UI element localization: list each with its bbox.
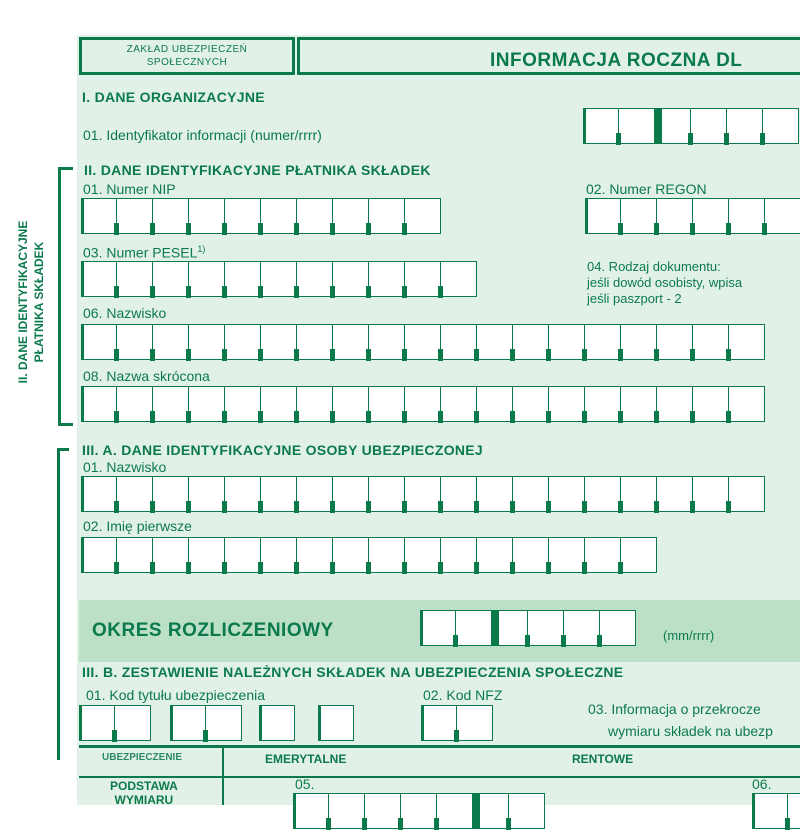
input-cell[interactable] — [457, 705, 493, 741]
input-cell[interactable] — [621, 537, 657, 573]
input-cell[interactable] — [189, 198, 225, 234]
input-cell[interactable] — [318, 705, 354, 741]
section-3-bracket-top — [57, 448, 69, 451]
input-cell[interactable] — [333, 261, 369, 297]
issuer-name-line2: SPOŁECZNYCH — [146, 57, 228, 68]
input-cell[interactable] — [477, 476, 513, 512]
insurance-code-boxes-4[interactable] — [318, 705, 354, 741]
input-cell[interactable] — [225, 324, 261, 360]
input-cell[interactable] — [117, 386, 153, 422]
section-2-side-label — [15, 182, 49, 422]
info-id-boxes[interactable] — [583, 108, 799, 144]
settlement-period-title: OKRES ROZLICZENIOWY — [92, 620, 334, 641]
input-cell[interactable] — [765, 198, 800, 234]
nfz-code-label: 02. Kod NFZ — [423, 687, 503, 703]
input-cell[interactable] — [405, 537, 441, 573]
nfz-code-boxes[interactable] — [421, 705, 493, 741]
input-cell[interactable] — [729, 324, 765, 360]
input-cell[interactable] — [585, 386, 621, 422]
input-cell[interactable] — [763, 108, 799, 144]
input-cell[interactable] — [752, 793, 788, 829]
input-cell[interactable] — [329, 793, 365, 829]
input-cell[interactable] — [441, 324, 477, 360]
issuer-name-line1: ZAKŁAD UBEZPIECZEŃ — [126, 44, 248, 55]
input-cell[interactable] — [441, 386, 477, 422]
input-cell[interactable] — [293, 793, 329, 829]
side-label-line1: II. DANE IDENTYFIKACYJNE — [16, 220, 30, 384]
document-type-label — [587, 259, 742, 307]
section-3b-title: III. B. ZESTAWIENIE NALEŻNYCH SKŁADEK NA UBEZPIECZENIA SPOŁECZNE — [82, 664, 624, 680]
input-cell[interactable] — [657, 198, 693, 234]
pesel-label — [83, 244, 205, 261]
surname-boxes[interactable] — [81, 324, 765, 360]
input-cell[interactable] — [729, 476, 765, 512]
input-cell[interactable] — [657, 386, 693, 422]
input-cell[interactable] — [153, 198, 189, 234]
contribution-limit-line2: wymiaru składek na ubezp — [608, 723, 773, 739]
table-header-pension: EMERYTALNE — [265, 752, 347, 766]
insurance-code-boxes-2[interactable] — [170, 705, 242, 741]
input-cell[interactable] — [509, 793, 545, 829]
nip-boxes[interactable] — [81, 198, 441, 234]
input-cell[interactable] — [117, 198, 153, 234]
row-basis-line1: PODSTAWA — [110, 779, 178, 793]
input-cell[interactable] — [117, 537, 153, 573]
input-cell[interactable] — [369, 261, 405, 297]
side-label-line2: PŁATNIKA SKŁADEK — [32, 241, 46, 363]
form-title-box — [297, 37, 800, 75]
insurance-code-boxes-1[interactable] — [79, 705, 151, 741]
settlement-period-format: (mm/rrrr) — [663, 628, 715, 643]
input-cell[interactable] — [477, 537, 513, 573]
input-cell[interactable] — [583, 108, 619, 144]
nip-label: 01. Numer NIP — [83, 181, 176, 197]
input-cell[interactable] — [585, 324, 621, 360]
input-cell[interactable] — [117, 261, 153, 297]
input-cell[interactable] — [600, 610, 636, 646]
input-cell[interactable] — [621, 476, 657, 512]
input-cell[interactable] — [81, 261, 117, 297]
input-cell[interactable] — [621, 198, 657, 234]
surname-label: 06. Nazwisko — [83, 305, 167, 321]
input-cell[interactable] — [259, 705, 295, 741]
document-type-line1: 04. Rodzaj dokumentu: — [587, 259, 721, 274]
document-type-line3: jeśli paszport - 2 — [587, 291, 682, 306]
input-cell[interactable] — [79, 705, 115, 741]
input-cell[interactable] — [189, 324, 225, 360]
basis-disability-boxes[interactable] — [752, 793, 800, 829]
input-cell[interactable] — [189, 386, 225, 422]
section-2-bracket — [58, 167, 73, 426]
input-cell[interactable] — [693, 476, 729, 512]
input-cell[interactable] — [369, 198, 405, 234]
input-cell[interactable] — [153, 386, 189, 422]
input-cell[interactable] — [693, 198, 729, 234]
input-cell[interactable] — [81, 324, 117, 360]
input-cell[interactable] — [788, 793, 800, 829]
input-cell[interactable] — [297, 537, 333, 573]
input-cell[interactable] — [115, 705, 151, 741]
insured-firstname-label: 02. Imię pierwsze — [83, 518, 192, 534]
field-05-label: 05. — [295, 776, 315, 792]
regon-boxes[interactable] — [585, 198, 800, 234]
input-cell[interactable] — [81, 386, 117, 422]
input-cell[interactable] — [477, 386, 513, 422]
input-cell[interactable] — [206, 705, 242, 741]
input-cell[interactable] — [513, 476, 549, 512]
input-cell[interactable] — [297, 198, 333, 234]
input-cell[interactable] — [549, 324, 585, 360]
input-cell[interactable] — [441, 476, 477, 512]
input-cell[interactable] — [81, 537, 117, 573]
input-cell[interactable] — [153, 537, 189, 573]
input-cell[interactable] — [401, 793, 437, 829]
input-cell[interactable] — [513, 324, 549, 360]
input-cell[interactable] — [528, 610, 564, 646]
pesel-footnote-mark: 1) — [197, 244, 206, 254]
section-1-title: I. DANE ORGANIZACYJNE — [82, 89, 265, 105]
input-cell[interactable] — [585, 537, 621, 573]
input-cell[interactable] — [333, 386, 369, 422]
input-cell[interactable] — [297, 386, 333, 422]
input-cell[interactable] — [405, 476, 441, 512]
input-cell[interactable] — [549, 476, 585, 512]
table-header-insurance: UBEZPIECZENIE — [102, 752, 183, 763]
insured-surname-boxes[interactable] — [81, 476, 765, 512]
input-cell[interactable] — [693, 386, 729, 422]
input-cell[interactable] — [225, 386, 261, 422]
input-cell[interactable] — [297, 324, 333, 360]
input-cell[interactable] — [81, 476, 117, 512]
input-cell[interactable] — [473, 793, 509, 829]
input-cell[interactable] — [297, 476, 333, 512]
issuer-box — [79, 37, 295, 75]
section-3a-title: III. A. DANE IDENTYFIKACYJNE OSOBY UBEZPIECZONEJ — [82, 442, 484, 458]
pesel-label-text: 03. Numer PESEL — [83, 244, 198, 261]
input-cell[interactable] — [405, 324, 441, 360]
field-06-label: 06. — [752, 776, 772, 792]
input-cell[interactable] — [693, 324, 729, 360]
field-01-label: 01. Identyfikator informacji (numer/rrrr) — [83, 127, 322, 143]
input-cell[interactable] — [729, 386, 765, 422]
contribution-limit-line1: 03. Informacja o przekrocze — [588, 701, 761, 717]
input-cell[interactable] — [621, 324, 657, 360]
input-cell[interactable] — [421, 705, 457, 741]
insurance-code-boxes-3[interactable] — [259, 705, 295, 741]
section-3-bracket — [57, 448, 60, 760]
input-cell[interactable] — [261, 386, 297, 422]
contribution-limit-label — [588, 698, 773, 742]
input-cell[interactable] — [261, 476, 297, 512]
input-cell[interactable] — [333, 476, 369, 512]
input-cell[interactable] — [333, 324, 369, 360]
insured-surname-label: 01. Nazwisko — [83, 459, 167, 475]
input-cell[interactable] — [369, 386, 405, 422]
input-cell[interactable] — [153, 324, 189, 360]
input-cell[interactable] — [657, 324, 693, 360]
input-cell[interactable] — [153, 476, 189, 512]
input-cell[interactable] — [117, 476, 153, 512]
input-cell[interactable] — [441, 537, 477, 573]
input-cell[interactable] — [261, 324, 297, 360]
input-cell[interactable] — [727, 108, 763, 144]
input-cell[interactable] — [369, 324, 405, 360]
input-cell[interactable] — [513, 386, 549, 422]
settlement-period-boxes[interactable] — [420, 610, 636, 646]
input-cell[interactable] — [585, 198, 621, 234]
table-row-basis-label — [110, 779, 178, 807]
short-name-boxes[interactable] — [81, 386, 765, 422]
form-title: INFORMACJA ROCZNA DL — [490, 50, 743, 71]
input-cell[interactable] — [297, 261, 333, 297]
input-cell[interactable] — [405, 386, 441, 422]
input-cell[interactable] — [153, 261, 189, 297]
input-cell[interactable] — [261, 198, 297, 234]
short-name-label: 08. Nazwa skrócona — [83, 368, 210, 384]
input-cell[interactable] — [441, 261, 477, 297]
input-cell[interactable] — [655, 108, 691, 144]
input-cell[interactable] — [437, 793, 473, 829]
input-cell[interactable] — [225, 261, 261, 297]
input-cell[interactable] — [549, 386, 585, 422]
insured-firstname-boxes[interactable] — [81, 537, 657, 573]
row-basis-line2: WYMIARU — [114, 793, 174, 807]
pesel-boxes[interactable] — [81, 261, 477, 297]
input-cell[interactable] — [549, 537, 585, 573]
input-cell[interactable] — [691, 108, 727, 144]
input-cell[interactable] — [513, 537, 549, 573]
document-type-line2: jeśli dowód osobisty, wpisa — [587, 275, 743, 290]
input-cell[interactable] — [225, 198, 261, 234]
input-cell[interactable] — [225, 476, 261, 512]
input-cell[interactable] — [585, 476, 621, 512]
input-cell[interactable] — [81, 198, 117, 234]
input-cell[interactable] — [405, 198, 441, 234]
section-2-title: II. DANE IDENTYFIKACYJNE PŁATNIKA SKŁADEK — [84, 162, 431, 178]
basis-pension-boxes[interactable] — [293, 793, 545, 829]
input-cell[interactable] — [369, 476, 405, 512]
input-cell[interactable] — [619, 108, 655, 144]
input-cell[interactable] — [420, 610, 456, 646]
input-cell[interactable] — [189, 476, 225, 512]
input-cell[interactable] — [170, 705, 206, 741]
input-cell[interactable] — [261, 261, 297, 297]
contributions-table-header — [79, 745, 800, 778]
input-cell[interactable] — [365, 793, 401, 829]
input-cell[interactable] — [369, 537, 405, 573]
input-cell[interactable] — [225, 537, 261, 573]
input-cell[interactable] — [477, 324, 513, 360]
input-cell[interactable] — [333, 198, 369, 234]
insurance-code-label: 01. Kod tytułu ubezpieczenia — [86, 687, 266, 703]
input-cell[interactable] — [261, 537, 297, 573]
input-cell[interactable] — [729, 198, 765, 234]
input-cell[interactable] — [189, 537, 225, 573]
input-cell[interactable] — [333, 537, 369, 573]
input-cell[interactable] — [492, 610, 528, 646]
input-cell[interactable] — [189, 261, 225, 297]
input-cell[interactable] — [564, 610, 600, 646]
input-cell[interactable] — [657, 476, 693, 512]
input-cell[interactable] — [405, 261, 441, 297]
input-cell[interactable] — [621, 386, 657, 422]
regon-label: 02. Numer REGON — [586, 181, 707, 197]
input-cell[interactable] — [456, 610, 492, 646]
table-header-disability: RENTOWE — [572, 752, 634, 766]
table-divider — [222, 745, 224, 805]
input-cell[interactable] — [117, 324, 153, 360]
